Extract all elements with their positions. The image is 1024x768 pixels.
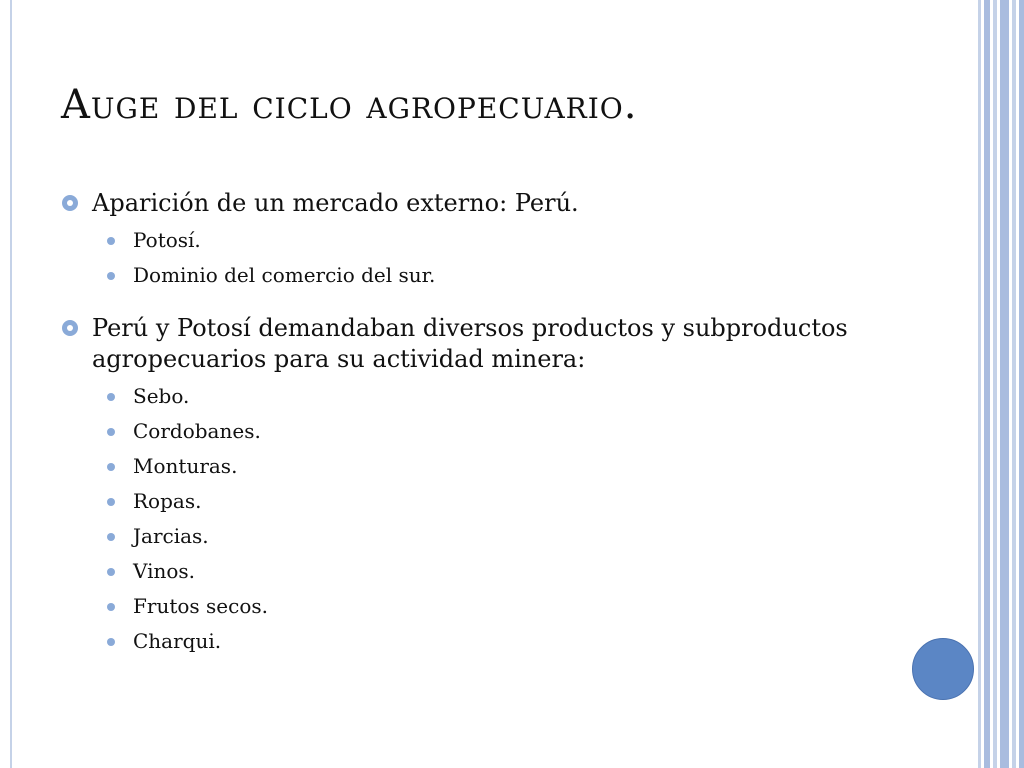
bullet-dot-icon — [107, 533, 115, 541]
bullet-icon — [62, 320, 78, 336]
bullet-dot-icon — [107, 272, 115, 280]
right-border-stripe — [978, 0, 981, 768]
bullet-dot-icon — [107, 237, 115, 245]
bullet-text: Potosí. — [133, 228, 201, 252]
bullet-level2 — [60, 262, 920, 289]
bullet-level2 — [60, 523, 920, 550]
bullet-dot-icon — [107, 498, 115, 506]
bullet-dot-icon — [107, 568, 115, 576]
right-border-stripe — [984, 0, 990, 768]
bullet-level1 — [60, 313, 920, 375]
bullet-level2 — [60, 628, 920, 655]
bullet-level2 — [60, 558, 920, 585]
bullet-text: Cordobanes. — [133, 419, 261, 443]
bullet-level2 — [60, 227, 920, 254]
bullet-text: Frutos secos. — [133, 594, 268, 618]
bullet-text: Vinos. — [133, 559, 196, 583]
bullet-dot-icon — [107, 638, 115, 646]
left-border-line — [10, 0, 12, 768]
right-border-stripe — [1000, 0, 1009, 768]
right-border-stripe — [993, 0, 997, 768]
bullet-level2 — [60, 593, 920, 620]
bullet-icon — [62, 195, 78, 211]
bullet-text: Aparición de un mercado externo: Perú. — [92, 189, 579, 217]
slide-content — [60, 188, 920, 655]
bullet-dot-icon — [107, 603, 115, 611]
right-border-stripe — [1012, 0, 1016, 768]
bullet-level1 — [60, 188, 920, 219]
bullet-level2 — [60, 453, 920, 480]
bullet-level2 — [60, 488, 920, 515]
bullet-text: Charqui. — [133, 629, 222, 653]
bullet-text: Ropas. — [133, 489, 202, 513]
decorative-circle — [912, 638, 974, 700]
right-border-stripe — [1019, 0, 1024, 768]
bullet-dot-icon — [107, 428, 115, 436]
bullet-level2 — [60, 383, 920, 410]
bullet-dot-icon — [107, 393, 115, 401]
bullet-text: Jarcias. — [133, 524, 209, 548]
bullet-text: Sebo. — [133, 384, 190, 408]
bullet-text: Monturas. — [133, 454, 238, 478]
bullet-text: Dominio del comercio del sur. — [133, 263, 436, 287]
slide-title: Auge del ciclo agropecuario. — [61, 82, 638, 128]
bullet-text: Perú y Potosí demandaban diversos productos y subproductos agropecuarios para su actividad minera: — [92, 314, 848, 373]
bullet-level2 — [60, 418, 920, 445]
bullet-dot-icon — [107, 463, 115, 471]
